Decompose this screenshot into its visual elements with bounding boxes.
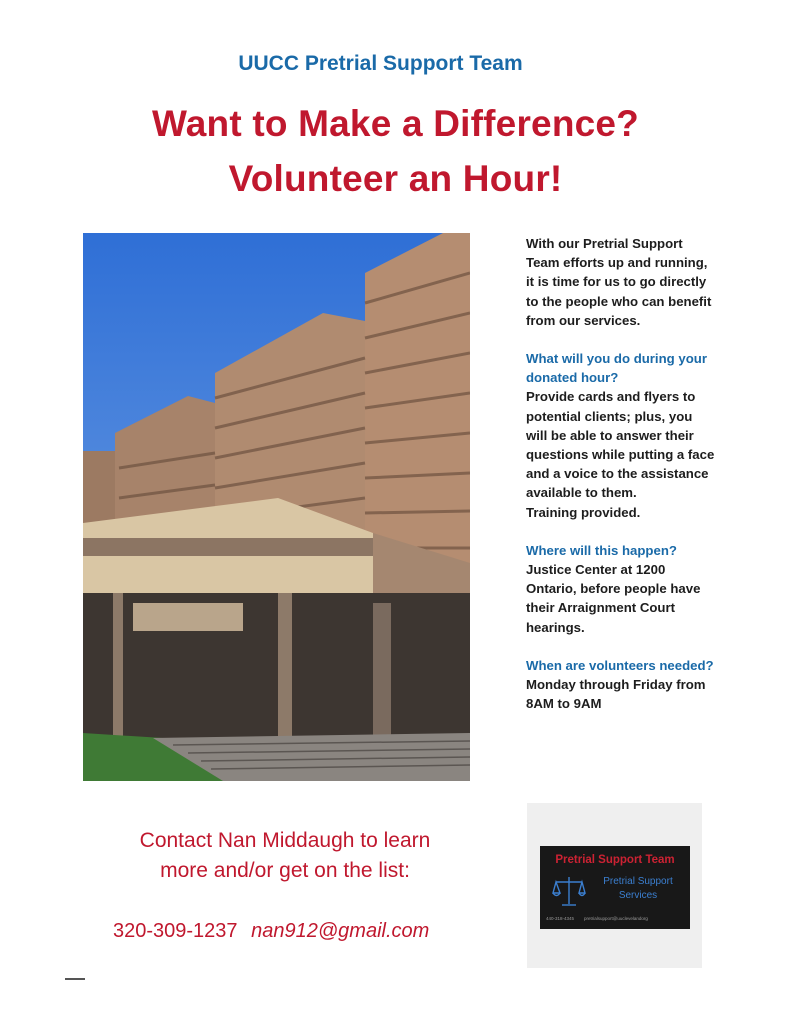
contact-block xyxy=(95,826,475,886)
card-subtitle-line-1: Pretrial Support xyxy=(603,876,673,887)
organization-title: UUCC Pretrial Support Team xyxy=(238,52,523,75)
business-card xyxy=(540,846,690,929)
scales-of-justice-icon xyxy=(552,874,586,908)
contact-details xyxy=(113,920,429,943)
card-subtitle xyxy=(588,875,688,903)
email-link[interactable]: nan912@gmail.com xyxy=(251,920,430,942)
answer-when: Monday through Friday from 8AM to 9AM xyxy=(526,677,706,712)
phone-number[interactable]: 320-309-1237 xyxy=(113,920,238,942)
headline-line-2: Volunteer an Hour! xyxy=(228,158,563,199)
headline-line-1: Want to Make a Difference? xyxy=(152,103,639,144)
question-where: Where will this happen? xyxy=(526,542,677,558)
intro-text: With our Pretrial Support Team efforts up and running, it is time for us to go directly to the people who can benefit from our services. xyxy=(526,236,712,328)
page-mark xyxy=(65,978,85,980)
contact-line-1: Contact Nan Middaugh to learn xyxy=(139,829,431,852)
card-phone: 440-318-4345 xyxy=(546,916,575,921)
answer-training: Training provided. xyxy=(526,504,641,520)
contact-line-2: more and/or get on the list: xyxy=(160,859,410,882)
card-email: pretrialsupport@uuclevelandorg xyxy=(584,916,648,921)
business-card-image xyxy=(527,803,702,968)
answer-what: Provide cards and flyers to potential clients; plus, you will be able to answer their questions while putting a face and a voice to the assistance available to them. xyxy=(526,389,715,501)
info-column xyxy=(526,234,716,713)
card-footer xyxy=(546,916,686,921)
question-what: What will you do during your donated hour? xyxy=(526,351,707,386)
card-subtitle-line-2: Services xyxy=(618,890,658,901)
justice-center-photo xyxy=(83,233,470,781)
answer-where: Justice Center at 1200 Ontario, before people have their Arraignment Court hearings. xyxy=(526,562,701,635)
card-title: Pretrial Support Team xyxy=(555,854,675,866)
question-when: When are volunteers needed? xyxy=(526,657,714,673)
